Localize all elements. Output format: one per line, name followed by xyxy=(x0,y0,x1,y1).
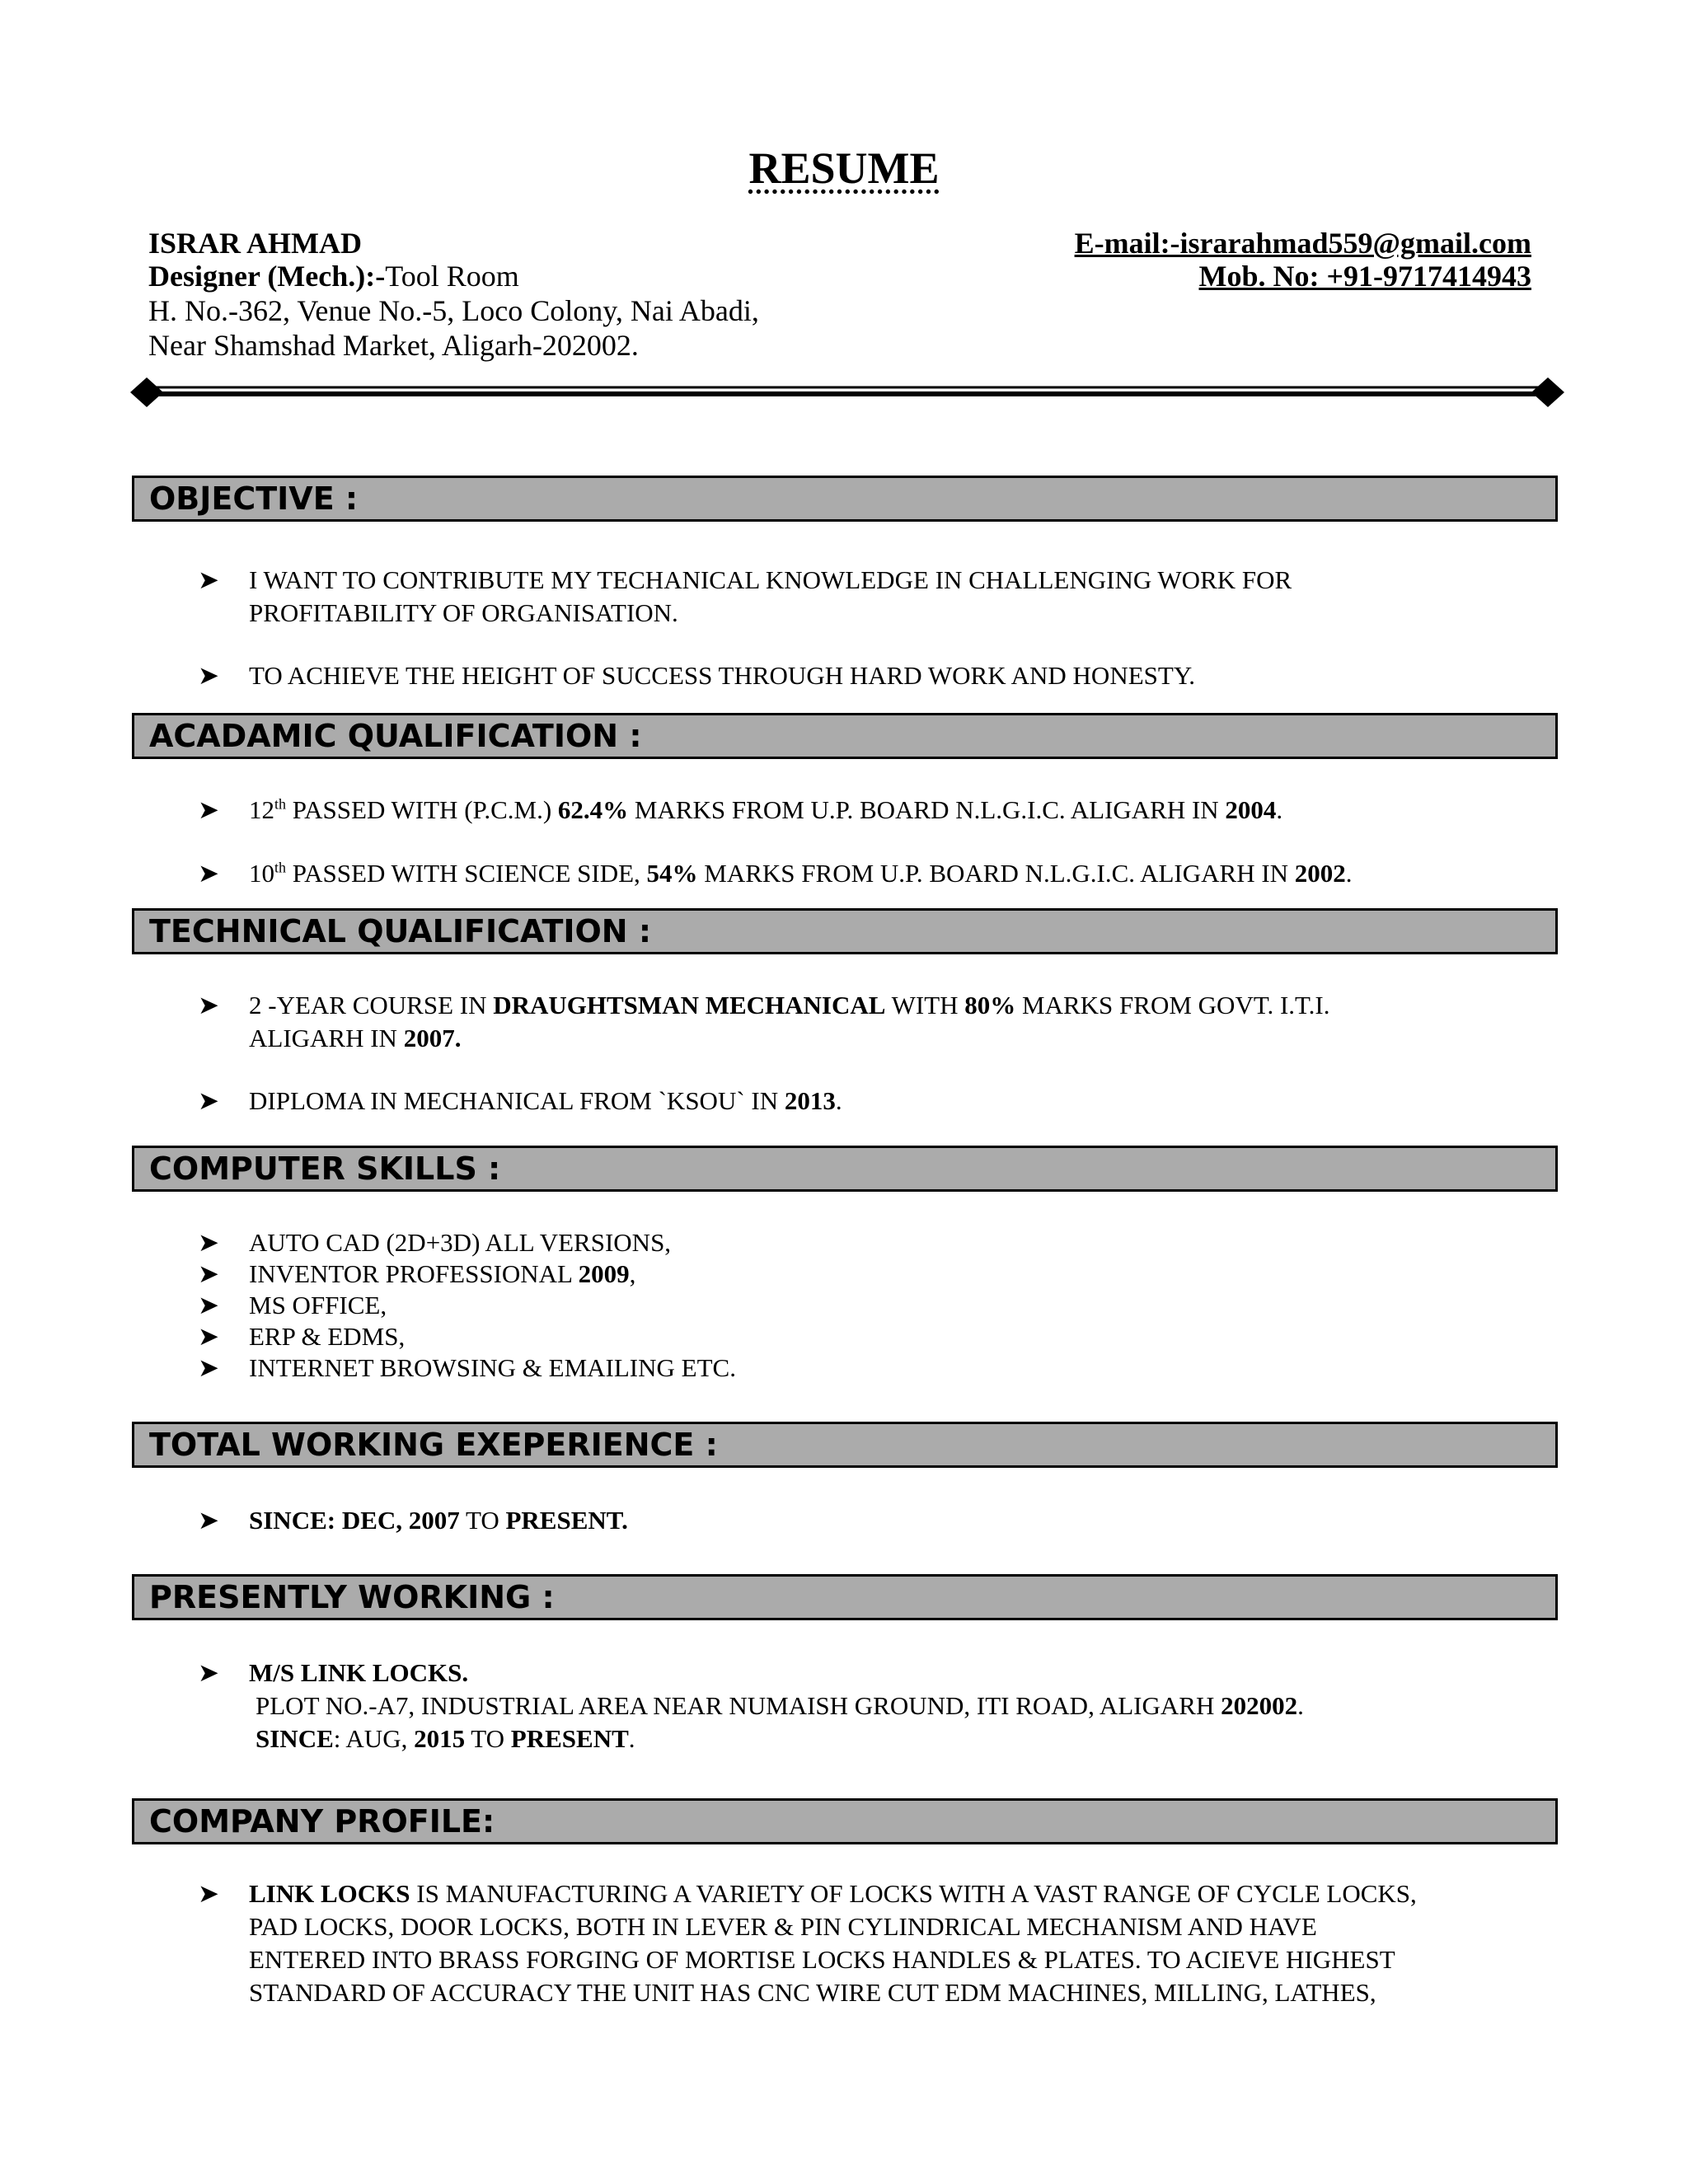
right-diamond-icon xyxy=(1531,377,1564,407)
section-computer-skills: COMPUTER SKILLS : xyxy=(132,1146,1558,1192)
section-company-profile: COMPANY PROFILE: xyxy=(132,1798,1558,1844)
arrow-bullet-icon: ➤ xyxy=(198,1322,219,1351)
arrow-bullet-icon: ➤ xyxy=(198,1658,219,1687)
section-technical: TECHNICAL QUALIFICATION : xyxy=(132,908,1558,954)
arrow-bullet-icon: ➤ xyxy=(198,1353,219,1382)
arrow-bullet-icon: ➤ xyxy=(198,1086,219,1115)
designation-label: Designer (Mech.):- xyxy=(148,260,386,293)
left-diamond-icon xyxy=(130,377,163,407)
arrow-bullet-icon: ➤ xyxy=(198,795,219,824)
arrow-bullet-icon: ➤ xyxy=(198,1259,219,1288)
section-academic: ACADAMIC QUALIFICATION : xyxy=(132,713,1558,759)
designation xyxy=(148,259,519,293)
page-title xyxy=(0,142,1688,194)
arrow-bullet-icon: ➤ xyxy=(198,565,219,594)
address-line-2: Near Shamshad Market, Aligarh-202002. xyxy=(148,329,639,362)
section-objective: OBJECTIVE : xyxy=(132,476,1558,522)
candidate-name: ISRAR AHMAD xyxy=(148,227,363,260)
arrow-bullet-icon: ➤ xyxy=(198,991,219,1019)
arrow-bullet-icon: ➤ xyxy=(198,1228,219,1257)
mobile-number: Mob. No: +91-9717414943 xyxy=(1198,260,1531,293)
designation-value: Tool Room xyxy=(385,260,519,293)
header-divider xyxy=(130,371,1564,414)
arrow-bullet-icon: ➤ xyxy=(198,1506,219,1535)
arrow-bullet-icon: ➤ xyxy=(198,661,219,690)
arrow-bullet-icon: ➤ xyxy=(198,1879,219,1908)
section-presently-working: PRESENTLY WORKING : xyxy=(132,1574,1558,1620)
arrow-bullet-icon: ➤ xyxy=(198,1291,219,1319)
resume-title: RESUME xyxy=(748,143,940,193)
email-link[interactable]: E-mail:-israrahmad559@gmail.com xyxy=(1074,227,1531,260)
arrow-bullet-icon: ➤ xyxy=(198,859,219,888)
address-line-1: H. No.-362, Venue No.-5, Loco Colony, Nai Abadi, xyxy=(148,294,759,327)
section-experience: TOTAL WORKING EXEPERIENCE : xyxy=(132,1422,1558,1468)
